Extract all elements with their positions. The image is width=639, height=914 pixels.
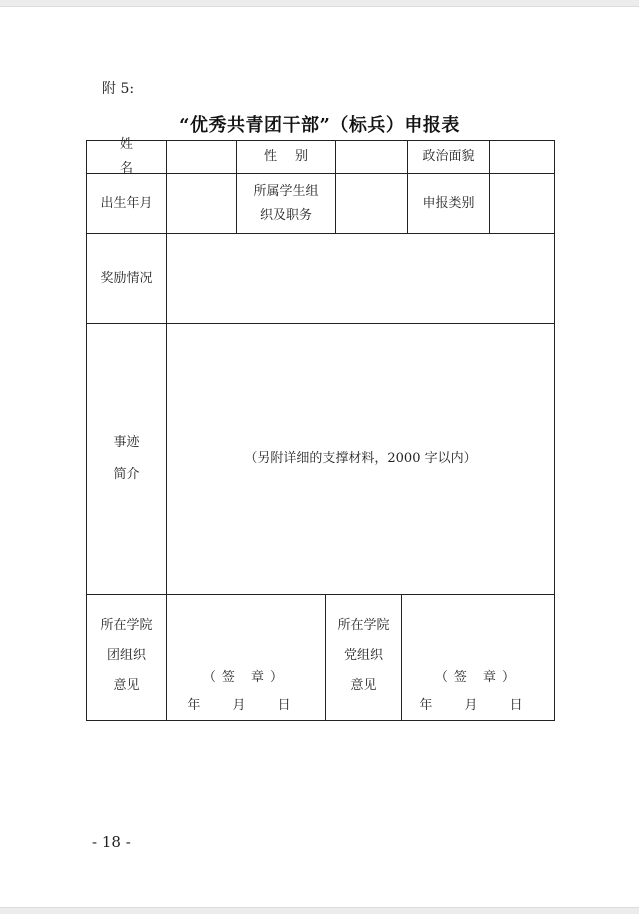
gender-value-field[interactable] — [336, 141, 407, 173]
name-label: 姓名 — [119, 137, 151, 176]
birth-label: 出生年月 — [100, 195, 153, 211]
name-label-cell — [87, 137, 166, 176]
deeds-label-cell — [87, 324, 166, 594]
party-opinion-label-cell — [326, 595, 401, 720]
league-opinion-label-line1: 所在学院 — [100, 617, 153, 633]
awards-label: 奖励情况 — [100, 270, 153, 286]
league-opinion-label-line2: 团组织 — [106, 647, 146, 663]
gender-label: 性别 — [263, 149, 326, 164]
league-seal-text: （签 章） — [202, 670, 290, 685]
party-opinion-label-line2: 党组织 — [343, 647, 383, 663]
deeds-label-line2: 简介 — [113, 467, 140, 482]
party-seal — [402, 666, 554, 690]
gender-label-cell — [237, 141, 335, 173]
page-number: - 18 - — [92, 833, 131, 851]
party-date-text: 年 月 日 — [419, 698, 537, 713]
org-position-value-field[interactable] — [336, 174, 407, 233]
deeds-note: （另附详细的支撑材料，2000 字以内） — [244, 451, 477, 466]
party-seal-text: （签 章） — [434, 670, 522, 685]
party-opinion-label-line3: 意见 — [350, 677, 377, 693]
league-seal — [167, 666, 325, 690]
table-border-right — [554, 140, 555, 721]
party-opinion-label-line1: 所在学院 — [337, 617, 390, 633]
category-label: 申报类别 — [422, 195, 475, 211]
document-page — [0, 6, 639, 908]
political-status-value-field[interactable] — [490, 141, 554, 173]
org-position-label-line1: 所属学生组 — [253, 183, 319, 199]
deeds-value-field[interactable] — [167, 324, 554, 594]
league-date-text: 年 月 日 — [187, 698, 305, 713]
deeds-label-line1: 事迹 — [113, 435, 140, 450]
form-title: “优秀共青团干部”（标兵）申报表 — [179, 115, 460, 136]
league-opinion-label-line3: 意见 — [113, 677, 140, 693]
league-opinion-label-cell — [87, 595, 166, 720]
attachment-label: 附 5: — [102, 81, 135, 97]
league-date — [167, 694, 325, 718]
category-value-field[interactable] — [490, 174, 554, 233]
org-position-label-cell — [237, 174, 335, 233]
party-date — [402, 694, 554, 718]
name-value-field[interactable] — [167, 141, 236, 173]
org-position-label-line2: 织及职务 — [259, 207, 312, 223]
political-status-label: 政治面貌 — [422, 149, 475, 164]
table-border-bottom — [86, 720, 554, 721]
birth-value-field[interactable] — [167, 174, 236, 233]
awards-value-field[interactable] — [167, 234, 554, 323]
